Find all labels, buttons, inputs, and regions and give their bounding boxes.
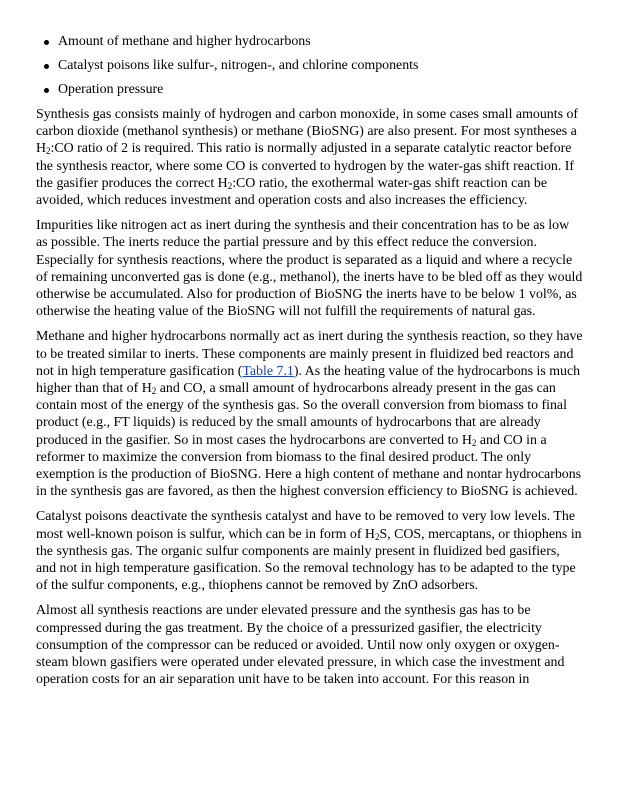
table-reference-link[interactable]: Table 7.1 [242,363,294,379]
paragraph-methane-hydrocarbons [36,328,583,500]
text-run: ). As the heating value of the hydrocarbons is much higher than that of H [36,363,581,397]
bullet-item: Amount of methane and higher hydrocarbons [58,34,583,50]
subscript: 2 [227,180,233,191]
subscript: 2 [471,437,477,448]
text-run: S, COS, mercaptans, or thiophens in the synthesis gas. The organic sulfur components are mainly present in fluidized bed gasifiers, and not in high temperature gasification. So the removal technology has to be adapted to the type of the sulfur components, e.g., thiophens cannot be removed by ZnO adsorbers. [36,526,582,594]
subscript: 2 [46,146,51,157]
paragraph-impurities: Impurities like nitrogen act as inert during the synthesis and their concentration has to be as low as possible. The inerts reduce the partial pressure and by this effect reduce the conversion. Especially for synthesis reactions, where the product is separated as a liquid and where a recycle of remaining unconverted gas is done (e.g., methanol), the inerts have to be bled off as they would otherwise be accumulated. Also for production of BioSNG the inerts have to be below 1 vol%, as otherwise the heating value of the BioSNG will not fulfill the requirements of natural gas. [36,218,583,320]
text-run: :CO ratio, the exothermal water-gas shift reaction can be avoided, which reduces investment and operation costs and also increases the efficiency. [36,175,548,209]
text-run: Synthesis gas consists mainly of hydrogen and carbon monoxide, in some cases small amounts of carbon dioxide (methanol synthesis) or methane (BioSNG) are also present. For most syntheses a H [36,107,579,157]
paragraph-catalyst-poisons [36,508,583,594]
text-run: and CO in a reformer to maximize the conversion from biomass to the final desired product. The only exemption is the production of BioSNG. Here a high content of methane and nontar hydrocarbons in the synthesis gas are favored, as then the highest conversion efficiency to BioSNG is achieved. [36,432,582,500]
text-run: Methane and higher hydrocarbons normally act as inert during the synthesis reaction, so they have to be treated similar to inerts. These components are mainly present in fluidized bed reactors and not in high temperature gasification ( [36,329,583,379]
subscript: 2 [151,386,157,397]
text-run: :CO ratio of 2 is required. This ratio is normally adjusted in a separate catalytic reactor before the synthesis reactor, where some CO is converted to hydrogen by the water-gas shift reaction. If the gasifier produces the correct H [36,141,575,191]
bullet-list [36,34,583,98]
paragraph-synthesis-gas [36,106,583,209]
bullet-item: Operation pressure [58,82,583,98]
paragraph-pressure: Almost all synthesis reactions are under elevated pressure and the synthesis gas has to be compressed during the gas treatment. By the choice of a pressurized gasifier, the electricity consumption of the compressor can be reduced or avoided. Until now only oxygen or oxygen-steam blown gasifiers were operated under elevated pressure, in which case the investment and operation costs for an air separation unit have to be taken into account. For this reason in [36,603,565,688]
text-run: and CO, a small amount of hydrocarbons already present in the gas can contain most of the energy of the synthesis gas. So the overall conversion from biomass to final product (e.g., FT liquids) is reduced by the small amounts of hydrocarbons that are already produced in the gasifier. So in most cases the hydrocarbons are converted to H [36,381,567,448]
text-run: Catalyst poisons deactivate the synthesis catalyst and have to be removed to very low levels. The most well-known poison is sulfur, which can be in form of H [36,509,576,542]
bullet-item: Catalyst poisons like sulfur-, nitrogen-, and chlorine components [58,58,583,74]
subscript: 2 [374,531,380,542]
